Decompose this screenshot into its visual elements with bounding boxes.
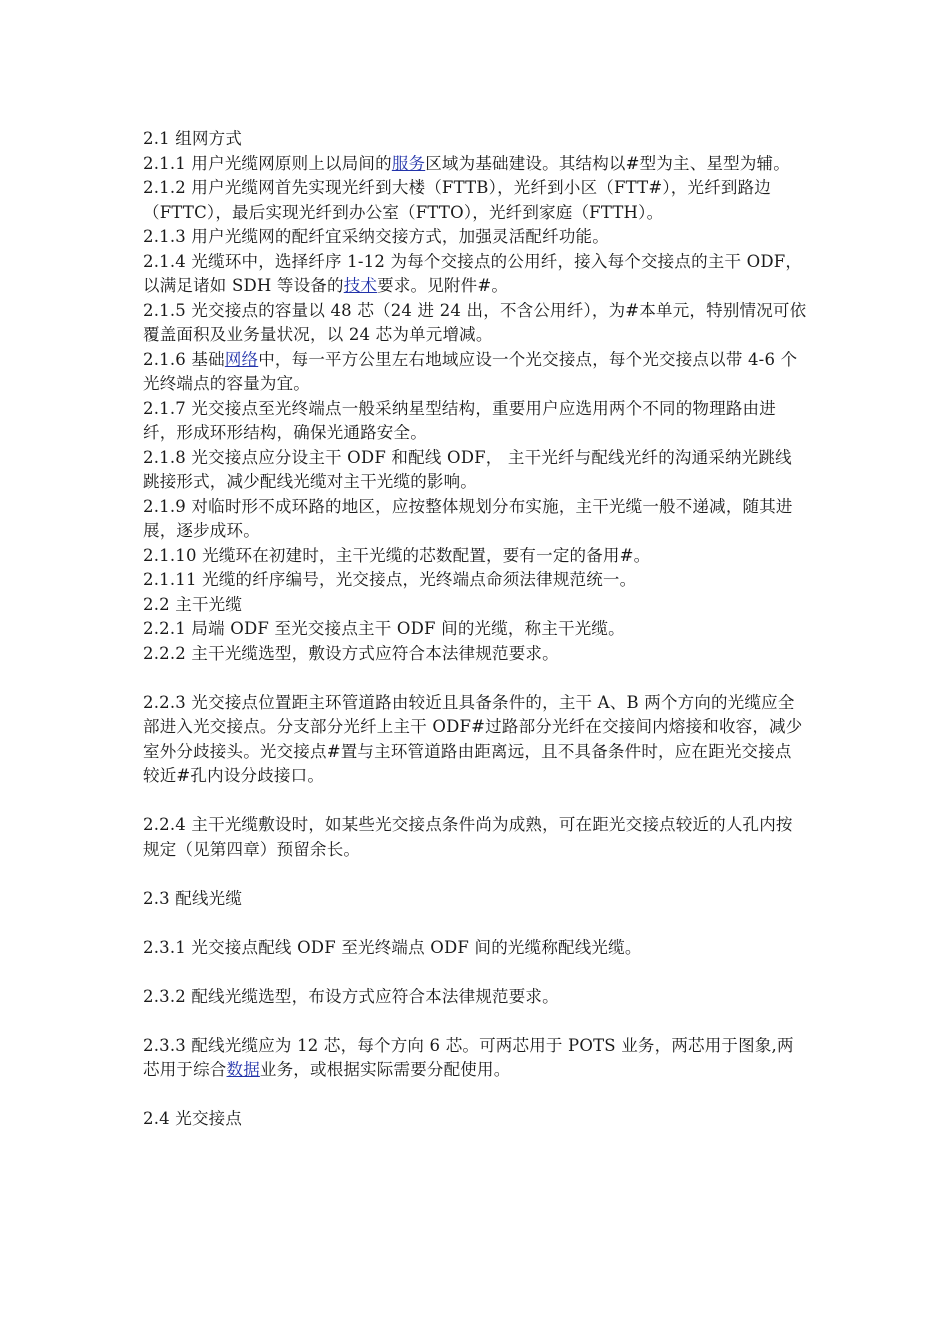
paragraph-text: 2.1 组网方式 [143, 129, 243, 148]
paragraph-text: 业务，或根据实际需要分配使用。 [259, 1060, 511, 1079]
paragraph-text: 2.2.3 光交接点位置距主环管道路由较近且具备条件的，主干 A、B 两个方向的光缆应全部进入光交接点。分支部分光纤上主干 ODF#过路部分光纤在交接间内熔接和收容，减少室外分歧接头。光交接点#置与主环管道路由距离远，且不具备条件时，应在距光交接点较近#孔内设分歧接口。 [143, 692, 803, 785]
paragraph-text: 2.1.11 光缆的纤序编号，光交接点，光终端点命须法律规范统一。 [143, 570, 637, 589]
document-body [143, 127, 808, 1132]
paragraph-text: 2.2.4 主干光缆敷设时，如某些光交接点条件尚为成熟，可在距光交接点较近的人孔内按规定（见第四章）预留余长。 [143, 815, 793, 859]
paragraph [143, 691, 808, 789]
paragraph-text: 2.1.7 光交接点至光终端点一般采纳星型结构，重要用户应选用两个不同的物理路由进纤，形成环形结构，确保光通路安全。 [143, 398, 776, 442]
paragraph [143, 348, 808, 397]
hyperlink[interactable]: 数据 [226, 1060, 260, 1079]
paragraph-text: 中，每一平方公里左右地域应设一个光交接点，每个光交接点以带 4-6 个光终端点的容量为宜。 [143, 349, 798, 393]
hyperlink[interactable]: 技术 [343, 276, 378, 295]
paragraph-text: 要求。见附件#。 [377, 276, 509, 295]
paragraph-text: 2.1.10 光缆环在初建时，主干光缆的芯数配置，要有一定的备用#。 [143, 545, 651, 565]
paragraph [143, 495, 808, 544]
paragraph [143, 544, 808, 569]
paragraph [143, 446, 808, 495]
paragraph-text: 2.2.1 局端 ODF 至光交接点主干 ODF 间的光缆，称主干光缆。 [143, 619, 625, 638]
paragraph-text: 2.1.1 用户光缆网原则上以局间的 [143, 153, 392, 173]
paragraph [143, 397, 808, 446]
paragraph-text: 2.3.2 配线光缆选型，布设方式应符合本法律规范要求。 [143, 986, 559, 1006]
paragraph-text: 2.1.3 用户光缆网的配纤宜采纳交接方式，加强灵活配纤功能。 [143, 227, 609, 246]
paragraph [143, 593, 808, 618]
paragraph-text: 2.1.8 光交接点应分设主干 ODF 和配线 ODF， 主干光纤与配线光纤的沟通采纳光跳线跳接形式，减少配线光缆对主干光缆的影响。 [143, 447, 792, 491]
paragraph-text: 2.4 光交接点 [143, 1109, 243, 1128]
paragraph [143, 617, 808, 642]
hyperlink[interactable]: 服务 [391, 153, 426, 173]
paragraph-text: 区域为基础建设。其结构以#型为主、星型为辅。 [425, 153, 790, 173]
paragraph-text: 2.1.2 用户光缆网首先实现光纤到大楼（FTTB），光纤到小区（FTT#），光纤到路边（FTTC），最后实现光纤到办公室（FTTO），光纤到家庭（FTTH）。 [143, 178, 772, 222]
paragraph [143, 176, 808, 225]
paragraph [143, 299, 808, 348]
paragraph [143, 813, 808, 862]
paragraph [143, 568, 808, 593]
paragraph [143, 225, 808, 250]
paragraph-text: 2.2.2 主干光缆选型，敷设方式应符合本法律规范要求。 [143, 643, 559, 663]
paragraph-text: 2.2 主干光缆 [143, 594, 243, 614]
paragraph [143, 152, 808, 177]
paragraph-text: 2.1.4 光缆环中，选择纤序 1-12 为每个交接点的公用纤，接入每个交接点的主干 ODF，以满足诸如 SDH 等设备的 [143, 251, 803, 295]
paragraph-text: 2.3 配线光缆 [143, 888, 243, 908]
paragraph-text: 2.1.6 基础 [143, 349, 225, 369]
paragraph [143, 1107, 808, 1132]
hyperlink[interactable]: 网络 [224, 349, 259, 369]
paragraph [143, 250, 808, 299]
paragraph-text: 2.1.5 光交接点的容量以 48 芯（24 进 24 出，不含公用纤），为#本单元，特别情况可依覆盖面积及业务量状况，以 24 芯为单元增减。 [143, 300, 807, 344]
paragraph [143, 1034, 808, 1083]
paragraph [143, 887, 808, 912]
paragraph [143, 936, 808, 961]
paragraph-text: 2.3.1 光交接点配线 ODF 至光终端点 ODF 间的光缆称配线光缆。 [143, 937, 642, 957]
paragraph [143, 642, 808, 667]
paragraph [143, 127, 808, 152]
paragraph-text: 2.1.9 对临时形不成环路的地区，应按整体规划分布实施，主干光缆一般不递减，随其进展，逐步成环。 [143, 496, 793, 540]
paragraph-text: 2.3.3 配线光缆应为 12 芯，每个方向 6 芯。可两芯用于 POTS 业务，两芯用于图象,两芯用于综合 [143, 1035, 794, 1079]
paragraph [143, 985, 808, 1010]
